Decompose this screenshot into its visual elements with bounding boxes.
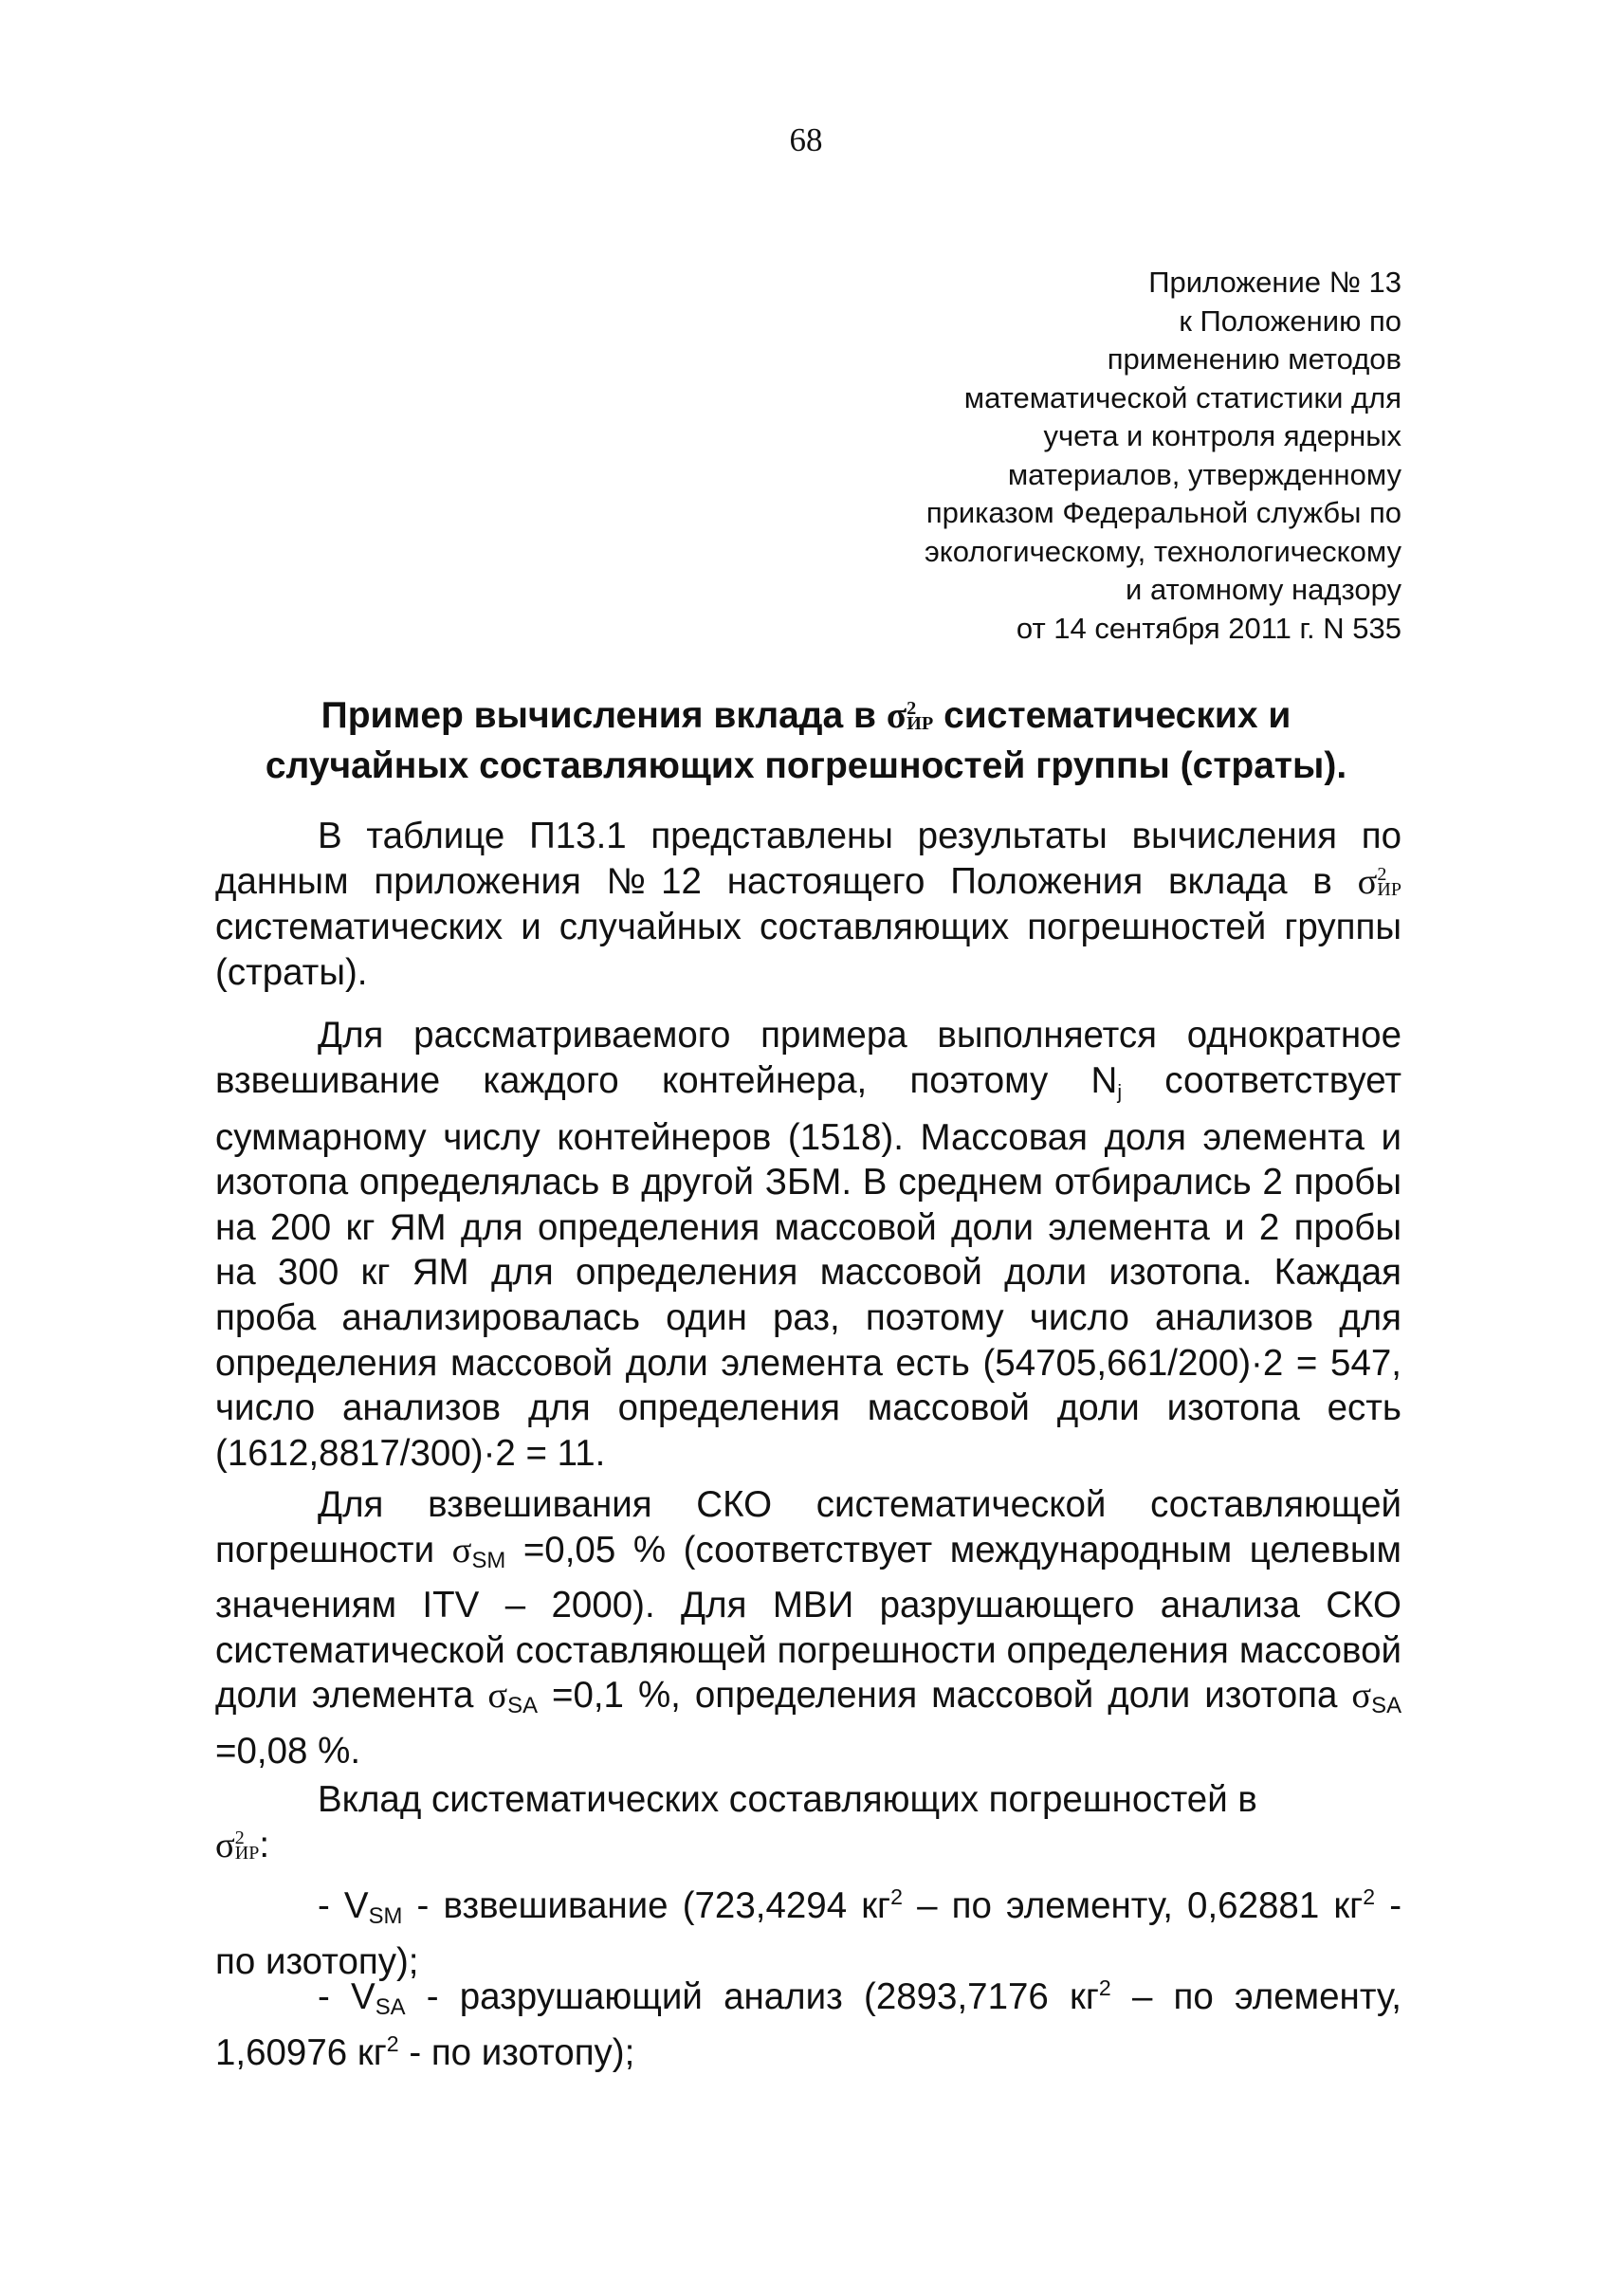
list-item-vsa: - $V_{SA}$ - разрушающий анализ (2893,7176 $кг^2$ – по элементу, 1,60976 $кг^2$ - по изотопу);	[215, 1975, 1401, 2073]
title-part2: систематических и	[943, 695, 1291, 736]
appendix-line: и атомному надзору	[1126, 573, 1401, 606]
section-title	[211, 690, 1401, 791]
appendix-line: применению методов	[1107, 342, 1401, 376]
appendix-line: учета и контроля ядерных	[1043, 419, 1401, 452]
appendix-line: от 14 сентября 2011 г. N 535	[1016, 611, 1401, 645]
appendix-line: экологическому, технологическому	[924, 534, 1401, 568]
appendix-line: математической статистики для	[963, 380, 1401, 414]
paragraph-sko: Для взвешивания СКО систематической составляющей погрешности $\sigma_{SM} =0,05$ % (соответствует международным целевым значениям ITV – 2000). Для МВИ разрушающего анализа СКО систематической составляющей погрешности определения массовой доли элемента $\sigma_{SA} =0,1$ %, определения массовой доли изотопа $\sigma_{SA} =0,08$ %.	[215, 1484, 1402, 1772]
paragraph-example: Для рассматриваемого примера выполняется однократное взвешивание каждого контейнера, поэтому Nj соответствует суммарному числу контейнеров (1518). Массовая доля элемента и изотопа определялась в другой ЗБМ. В среднем отбирались 2 пробы на 200 кг ЯМ для определения массовой доли элемента и 2 пробы на 300 кг ЯМ для определения массовой доли изотопа. Каждая проба анализировалась один раз, поэтому число анализов для определения массовой доли элемента есть (54705,661/200)·2 = 547, число анализов для определения массовой доли изотопа есть (1612,8817/300)·2 = 11.	[215, 1015, 1401, 1474]
title-line2: случайных составляющих погрешностей группы (страты).	[265, 745, 1347, 786]
title-part1: Пример вычисления вклада в	[321, 695, 877, 736]
paragraph-table-intro: В таблице П13.1 представлены результаты вычисления по данным приложения №12 настоящего Положения вклада в σ 2 ИР систематических и случайных составляющих погрешностей группы (страты).	[215, 816, 1402, 993]
appendix-line: материалов, утвержденному	[1007, 457, 1401, 491]
page-number: 68	[789, 121, 823, 158]
appendix-line: к Положению по	[1179, 303, 1401, 338]
paragraph-contribution: Вклад систематических составляющих погрешностей в σ 2 ИР :	[215, 1779, 1257, 1865]
sigma-ir-symbol: σ 2 ИР	[886, 695, 934, 736]
list-item-vsm: - $V_{SM}$ - взвешивание (723,4294 $кг^2$ – по элементу, 0,62881 $кг^2$ - по изотопу);	[215, 1884, 1402, 1982]
appendix-reference	[681, 264, 1401, 648]
appendix-line: Приложение № 13	[1148, 266, 1401, 299]
sigma-ir-symbol: σ 2 ИР	[215, 1825, 260, 1865]
sigma-ir-symbol: σ 2 ИР	[1357, 861, 1402, 902]
appendix-line: приказом Федеральной службы по	[925, 496, 1401, 529]
